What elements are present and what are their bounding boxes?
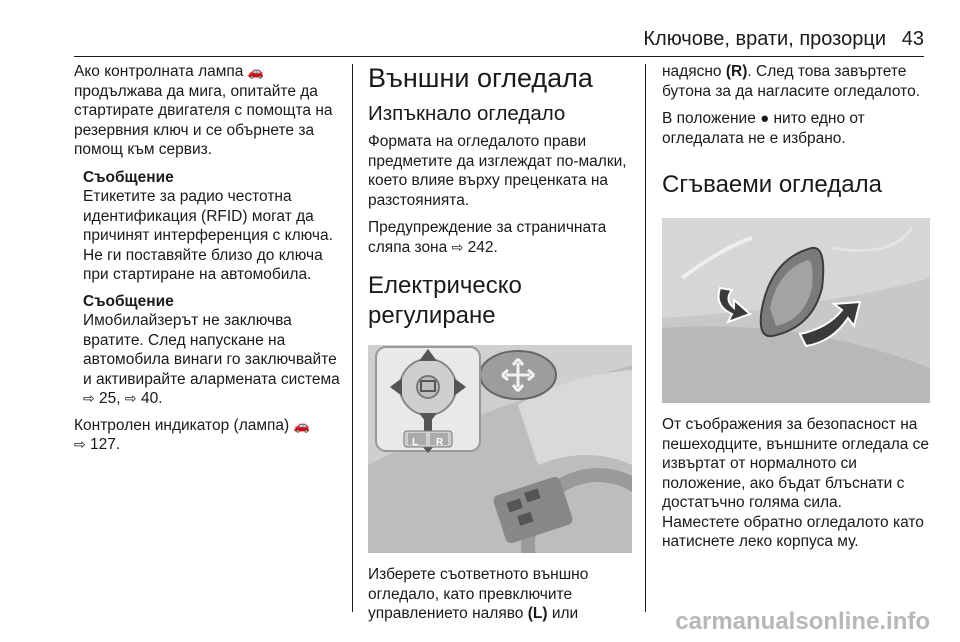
page-reference-arrow-icon: ⇨ xyxy=(83,390,95,406)
subsection-heading: Изпъкнало огледало xyxy=(368,102,566,125)
text: надясно xyxy=(662,63,722,80)
note-box xyxy=(83,168,346,409)
left-mirror-label: L xyxy=(412,437,419,448)
mirror-control-illustration xyxy=(368,345,632,553)
page-reference-link[interactable]: 40. xyxy=(140,390,163,407)
text: (R) xyxy=(725,63,748,80)
note-text: Етикетите за радио честотна идентификация (RFID) могат да причинят интерференция с ключа. Не ги поставяйте близо до ключа при стартиране на автомобила. xyxy=(83,188,333,283)
column-left xyxy=(74,62,346,463)
mirror-control-drawing xyxy=(368,345,632,553)
column-middle xyxy=(368,62,636,632)
filled-circle-icon: ● xyxy=(760,110,770,127)
text: нито едно от огледалата не е избрано. xyxy=(662,110,865,147)
text: Изберете съответното външно огледало, като превключите управлението наляво xyxy=(368,566,589,622)
paragraph xyxy=(74,62,346,160)
paragraph xyxy=(662,62,930,101)
column-divider xyxy=(645,64,646,612)
figure-caption xyxy=(368,565,636,624)
section-heading: Електрическо регулиране xyxy=(368,272,522,329)
immobilizer-lamp-icon: 🚗 xyxy=(293,417,310,433)
text: или xyxy=(551,605,579,622)
paragraph: Формата на огледалото прави предметите да изглеждат по-малки, което влияе върху преценката на разстоянията. xyxy=(368,133,627,209)
text: В положение xyxy=(662,110,756,127)
folding-mirror-illustration xyxy=(662,218,930,403)
note-title: Съобщение xyxy=(83,168,174,186)
page-reference-link[interactable]: 25 xyxy=(99,390,117,407)
text: Предупреждение за страничната сляпа зона xyxy=(368,219,607,256)
text: (L) xyxy=(527,605,548,622)
folding-mirror-drawing xyxy=(662,218,930,403)
paragraph xyxy=(368,218,636,257)
page-reference-link[interactable]: 127. xyxy=(90,436,121,453)
section-heading: Външни огледала xyxy=(368,63,593,93)
paragraph: От съображения за безопасност на пешеходците, външните огледала се извъртат от нормалното си положение, ако бъдат блъснати с достатъчно голяма сила. xyxy=(662,416,930,511)
text: Контролен индикатор (лампа) xyxy=(74,416,290,434)
paragraph xyxy=(74,416,346,455)
page-header xyxy=(564,28,924,51)
page-number: 43 xyxy=(901,28,924,50)
note-text: Имобилайзерът не заключва вратите. След напускане на автомобила винаги го заключвайте и активирайте алармената система ⇨ 25, ⇨ 40. xyxy=(83,312,340,407)
text: . След това завъртете бутона за да нагласите огледалото. xyxy=(662,63,921,100)
page-reference-arrow-icon: ⇨ xyxy=(124,390,137,406)
paragraph: Наместете обратно огледалото като натиснете леко корпуса му. xyxy=(662,513,924,550)
immobilizer-lamp-icon: 🚗 xyxy=(247,64,264,79)
text: Ако контролната лампа xyxy=(74,63,244,80)
text: продължава да мига, опитайте да стартирате двигателя с помощта на резервния ключ и се обърнете за помощ към сервиз. xyxy=(74,82,333,158)
chapter-title: Ключове, врати, прозорци xyxy=(643,28,886,50)
text: Имобилайзерът не заключва вратите. След напускане на автомобила винаги го заключвайте и активирайте алармената система xyxy=(83,312,340,388)
page-reference-arrow-icon: ⇨ xyxy=(451,238,464,255)
page-reference-arrow-icon: ⇨ xyxy=(74,436,86,452)
column-divider xyxy=(352,64,353,612)
watermark: carmanualsonline.info xyxy=(675,608,930,635)
page-reference-link[interactable]: 242. xyxy=(467,238,498,256)
right-mirror-label: R xyxy=(436,437,444,448)
header-rule xyxy=(74,56,924,57)
note-title: Съобщение xyxy=(83,292,174,310)
section-heading: Сгъваеми огледала xyxy=(662,171,882,198)
paragraph xyxy=(662,109,930,148)
column-right xyxy=(662,62,930,560)
